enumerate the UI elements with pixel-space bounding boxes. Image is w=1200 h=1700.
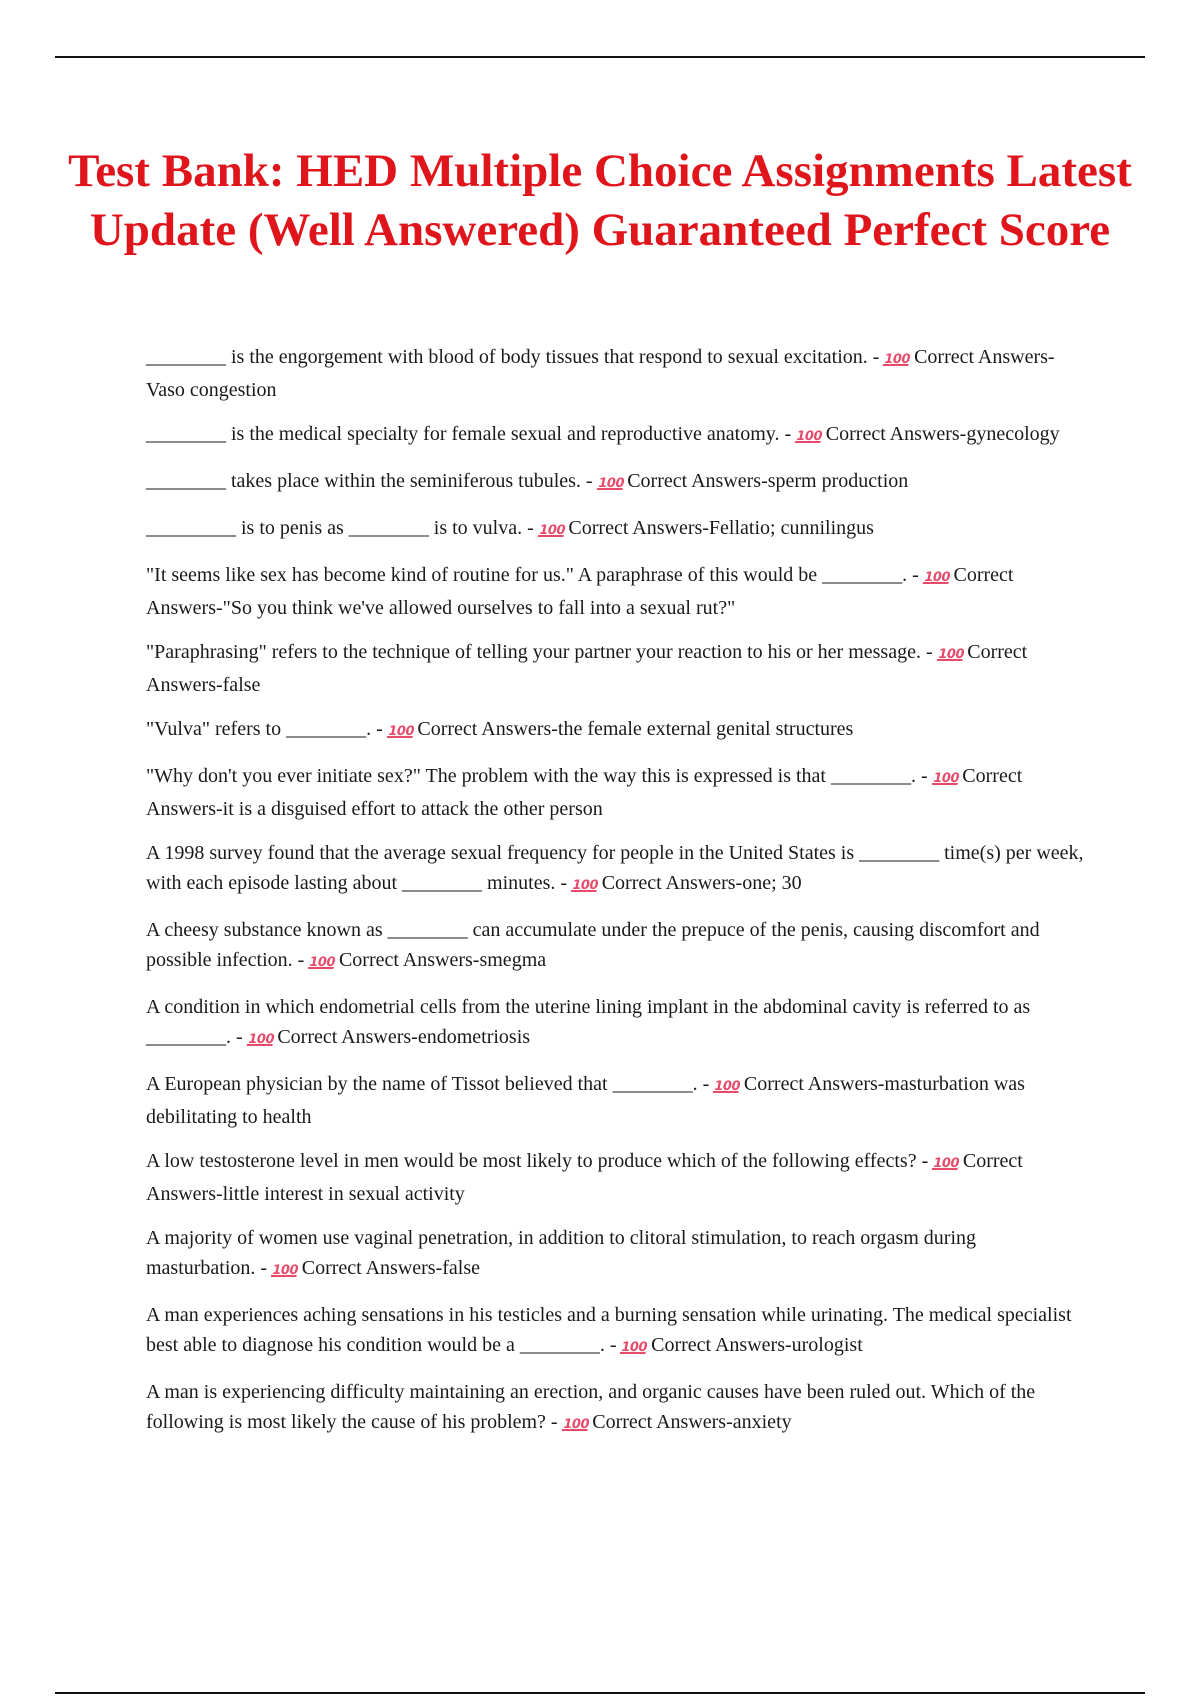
hundred-points-icon: 100 xyxy=(537,523,567,538)
hundred-points-icon: 100 xyxy=(386,724,416,739)
qa-item xyxy=(146,1069,1084,1132)
qa-item xyxy=(146,915,1084,978)
hundred-points-icon: 100 xyxy=(596,476,625,491)
question-text: A 1998 survey found that the average sexual frequency for people in the United States is ________ time(s) per week, with each episode lasting about ________ minutes. - xyxy=(146,842,1084,894)
question-text: A man is experiencing difficulty maintaining an erection, and organic causes have been ruled out. Which of the following is most likely the cause of his problem? - xyxy=(146,1381,1036,1433)
hundred-points-icon: 100 xyxy=(931,771,960,786)
answer-text: Correct Answers-false xyxy=(146,641,1028,696)
hundred-points-icon: 100 xyxy=(936,647,965,662)
question-text: A majority of women use vaginal penetration, in addition to clitoral stimulation, to reach orgasm during masturbation. - xyxy=(146,1227,977,1279)
qa-item xyxy=(146,466,1084,499)
answer-text: Correct Answers-urologist xyxy=(651,1334,863,1356)
question-text: A condition in which endometrial cells from the uterine lining implant in the abdominal cavity is referred to as ________. - xyxy=(146,996,1031,1048)
answer-text: Correct Answers-endometriosis xyxy=(277,1026,531,1048)
hundred-points-icon: 100 xyxy=(570,878,600,893)
qa-item xyxy=(146,513,1084,546)
hundred-points-icon: 100 xyxy=(794,429,824,444)
qa-item xyxy=(146,1300,1084,1363)
qa-item xyxy=(146,838,1084,901)
hundred-points-icon: 100 xyxy=(307,955,337,970)
answer-text: Correct Answers-little interest in sexual activity xyxy=(146,1150,1023,1205)
answer-text: Correct Answers-gynecology xyxy=(825,423,1060,445)
hundred-points-icon: 100 xyxy=(931,1156,961,1171)
answer-text: Correct Answers-the female external genital structures xyxy=(417,718,854,740)
answer-text: Correct Answers-it is a disguised effort to attack the other person xyxy=(146,765,1023,820)
answer-text: Correct Answers-Fellatio; cunnilingus xyxy=(568,517,874,539)
hundred-points-icon: 100 xyxy=(619,1340,649,1355)
question-text: ________ is the medical specialty for female sexual and reproductive anatomy. - xyxy=(146,423,792,445)
hundred-points-icon: 100 xyxy=(246,1032,276,1047)
answer-text: Correct Answers-smegma xyxy=(338,949,547,971)
qa-item xyxy=(146,637,1084,700)
hundred-points-icon: 100 xyxy=(882,352,912,367)
question-text: "It seems like sex has become kind of routine for us." A paraphrase of this would be ________. - xyxy=(146,564,919,586)
qa-item xyxy=(146,419,1084,452)
qa-item xyxy=(146,992,1084,1055)
question-text: A European physician by the name of Tissot believed that ________. - xyxy=(146,1073,710,1095)
question-text: "Vulva" refers to ________. - xyxy=(146,718,383,740)
qa-item xyxy=(146,560,1084,623)
hundred-points-icon: 100 xyxy=(270,1263,300,1278)
answer-text: Correct Answers-sperm production xyxy=(627,470,909,492)
question-text: A cheesy substance known as ________ can accumulate under the prepuce of the penis, causing discomfort and possible infection. - xyxy=(146,919,1040,971)
answer-text: Correct Answers-anxiety xyxy=(592,1411,792,1433)
qa-item xyxy=(146,761,1084,824)
question-text: ________ is the engorgement with blood of body tissues that respond to sexual excitation. - xyxy=(146,346,880,368)
bottom-rule xyxy=(55,1692,1145,1694)
answer-text: Correct Answers-masturbation was debilitating to health xyxy=(146,1073,1025,1128)
question-text: "Paraphrasing" refers to the technique of telling your partner your reaction to his or her message. - xyxy=(146,641,933,663)
hundred-points-icon: 100 xyxy=(561,1417,590,1432)
question-text: ________ takes place within the seminiferous tubules. - xyxy=(146,470,593,492)
top-rule xyxy=(55,56,1145,58)
question-text: A low testosterone level in men would be most likely to produce which of the following effects? - xyxy=(146,1150,929,1172)
answer-text: Correct Answers-false xyxy=(301,1257,481,1279)
answer-text: Correct Answers-one; 30 xyxy=(601,872,802,894)
qa-list xyxy=(146,342,1084,1454)
qa-item xyxy=(146,714,1084,747)
hundred-points-icon: 100 xyxy=(712,1079,742,1094)
qa-item xyxy=(146,1223,1084,1286)
question-text: A man experiences aching sensations in his testicles and a burning sensation while urinating. The medical specialist best able to diagnose his condition would be a ________. - xyxy=(146,1304,1072,1356)
hundred-points-icon: 100 xyxy=(922,570,952,585)
qa-item xyxy=(146,342,1084,405)
qa-item xyxy=(146,1377,1084,1440)
question-text: "Why don't you ever initiate sex?" The problem with the way this is expressed is that ________. - xyxy=(146,765,928,787)
document-title: Test Bank: HED Multiple Choice Assignments Latest Update (Well Answered) Guaranteed Perfect Score xyxy=(68,145,1132,256)
qa-item xyxy=(146,1146,1084,1209)
answer-text: Correct Answers-"So you think we've allowed ourselves to fall into a sexual rut?" xyxy=(146,564,1014,619)
question-text: _________ is to penis as ________ is to vulva. - xyxy=(146,517,534,539)
answer-text: Correct Answers-Vaso congestion xyxy=(146,346,1055,401)
